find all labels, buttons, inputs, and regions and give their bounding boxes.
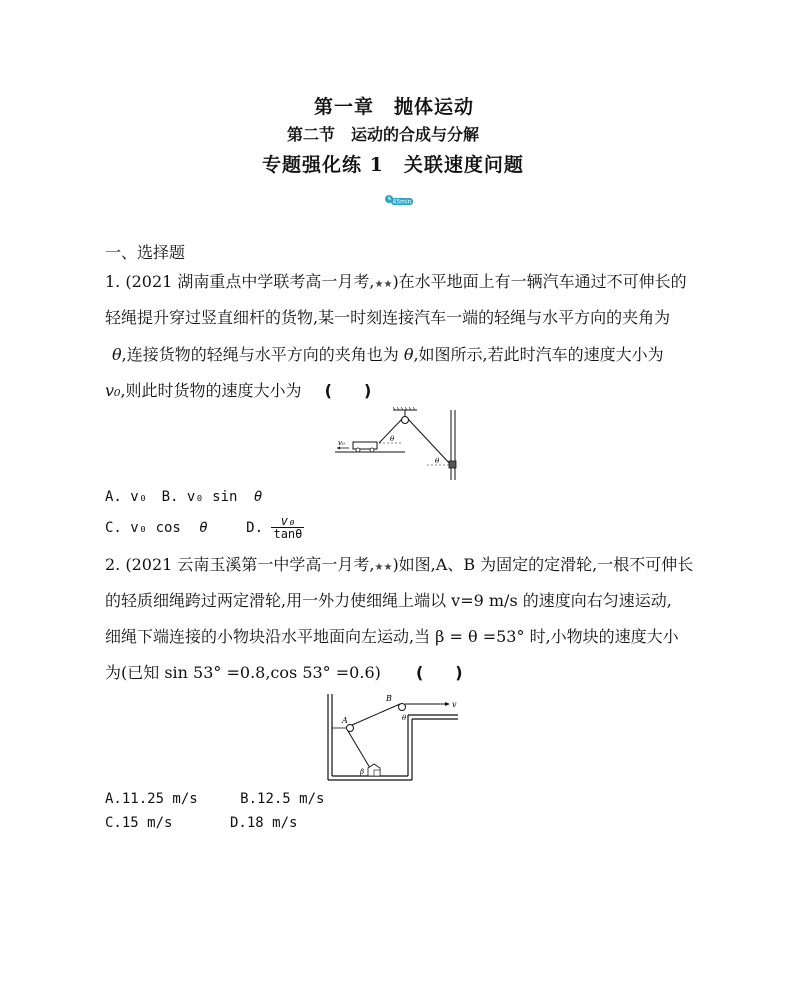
label-v: v <box>452 700 457 709</box>
q2-option-a[interactable]: A.11.25 m/s <box>105 791 198 807</box>
label-theta-rod: θ <box>435 457 440 465</box>
q2-options-row2 <box>105 813 297 833</box>
label-b: B <box>386 694 392 703</box>
pulley-a <box>347 725 354 732</box>
car <box>353 442 377 449</box>
chapter-title: 第一章 抛体运动 <box>314 96 475 118</box>
q2-line1: 2. (2021 云南玉溪第一中学高一月考,★★)如图,A、B 为固定的定滑轮,一根不可伸长 <box>105 555 694 574</box>
q2-option-b[interactable]: B.12.5 m/s <box>240 791 325 807</box>
rope-to-block <box>348 731 370 768</box>
clock-time-badge <box>385 195 413 205</box>
label-a: A <box>342 716 348 725</box>
time-badge-label: 45min <box>392 198 412 205</box>
difficulty-stars: ★★ <box>374 562 393 573</box>
answer-blank: ( ) <box>415 663 463 682</box>
cargo <box>449 461 456 468</box>
label-beta: β <box>360 768 365 776</box>
q2-line2: 的轻质细绳跨过两定滑轮,用一外力使细绳上端以 v=9 m/s 的速度向右匀速运动, <box>105 591 672 610</box>
rope-a-b <box>352 704 400 725</box>
q1-figure <box>335 405 465 480</box>
q2-option-c[interactable]: C.15 m/s <box>105 815 173 831</box>
difficulty-stars: ★★ <box>374 279 393 290</box>
q1-line1: 1. (2021 湖南重点中学联考高一月考,★★)在水平地面上有一辆汽车通过不可伸长的 <box>105 272 687 291</box>
q1-option-c[interactable]: C. v₀ cos θ <box>105 519 208 536</box>
q1-options-row1 <box>105 487 262 507</box>
q1-option-a[interactable]: A. v₀ <box>105 489 148 505</box>
q1-option-b[interactable]: B. v₀ sin θ <box>161 489 263 505</box>
q1-options-row2 <box>105 515 304 540</box>
label-theta: θ <box>402 714 407 722</box>
fraction-v0-over-tantheta: $\frac{\text{v₀}}{\tan\theta}$ <box>273 514 303 541</box>
answer-blank: ( ) <box>324 381 372 400</box>
section-heading: 一、选择题 <box>105 243 186 262</box>
topic-title: 专题强化练 1 关联速度问题 <box>262 154 524 176</box>
q2-line3: 细绳下端连接的小物块沿水平地面向左运动,当 β = θ =53° 时,小物块的速度大小 <box>105 627 679 646</box>
q1-line4: v₀,则此时货物的速度大小为 ( ) <box>105 381 372 400</box>
label-v0: v₀ <box>338 439 345 447</box>
q1-line3: θ,连接货物的轻绳与水平方向的夹角也为 θ,如图所示,若此时汽车的速度大小为 <box>112 345 664 364</box>
pulley <box>402 417 409 424</box>
velocity-arrow <box>445 702 450 706</box>
section-title: 第二节 运动的合成与分解 <box>287 125 480 144</box>
q1-line2: 轻绳提升穿过竖直细杆的货物,某一时刻连接汽车一端的轻绳与水平方向的夹角为 <box>105 308 671 327</box>
rope-to-cargo <box>408 419 451 465</box>
q2-figure <box>322 690 462 782</box>
q2-line4: 为(已知 sin 53° =0.8,cos 53° =0.6) ( ) <box>105 663 463 682</box>
q2-option-d[interactable]: D.18 m/s <box>230 815 298 831</box>
label-theta-car: θ <box>390 435 395 443</box>
q2-options-row1 <box>105 789 324 809</box>
q1-option-d[interactable]: D. $\frac{\text{v₀}}{\tan\theta}$ <box>246 514 303 541</box>
